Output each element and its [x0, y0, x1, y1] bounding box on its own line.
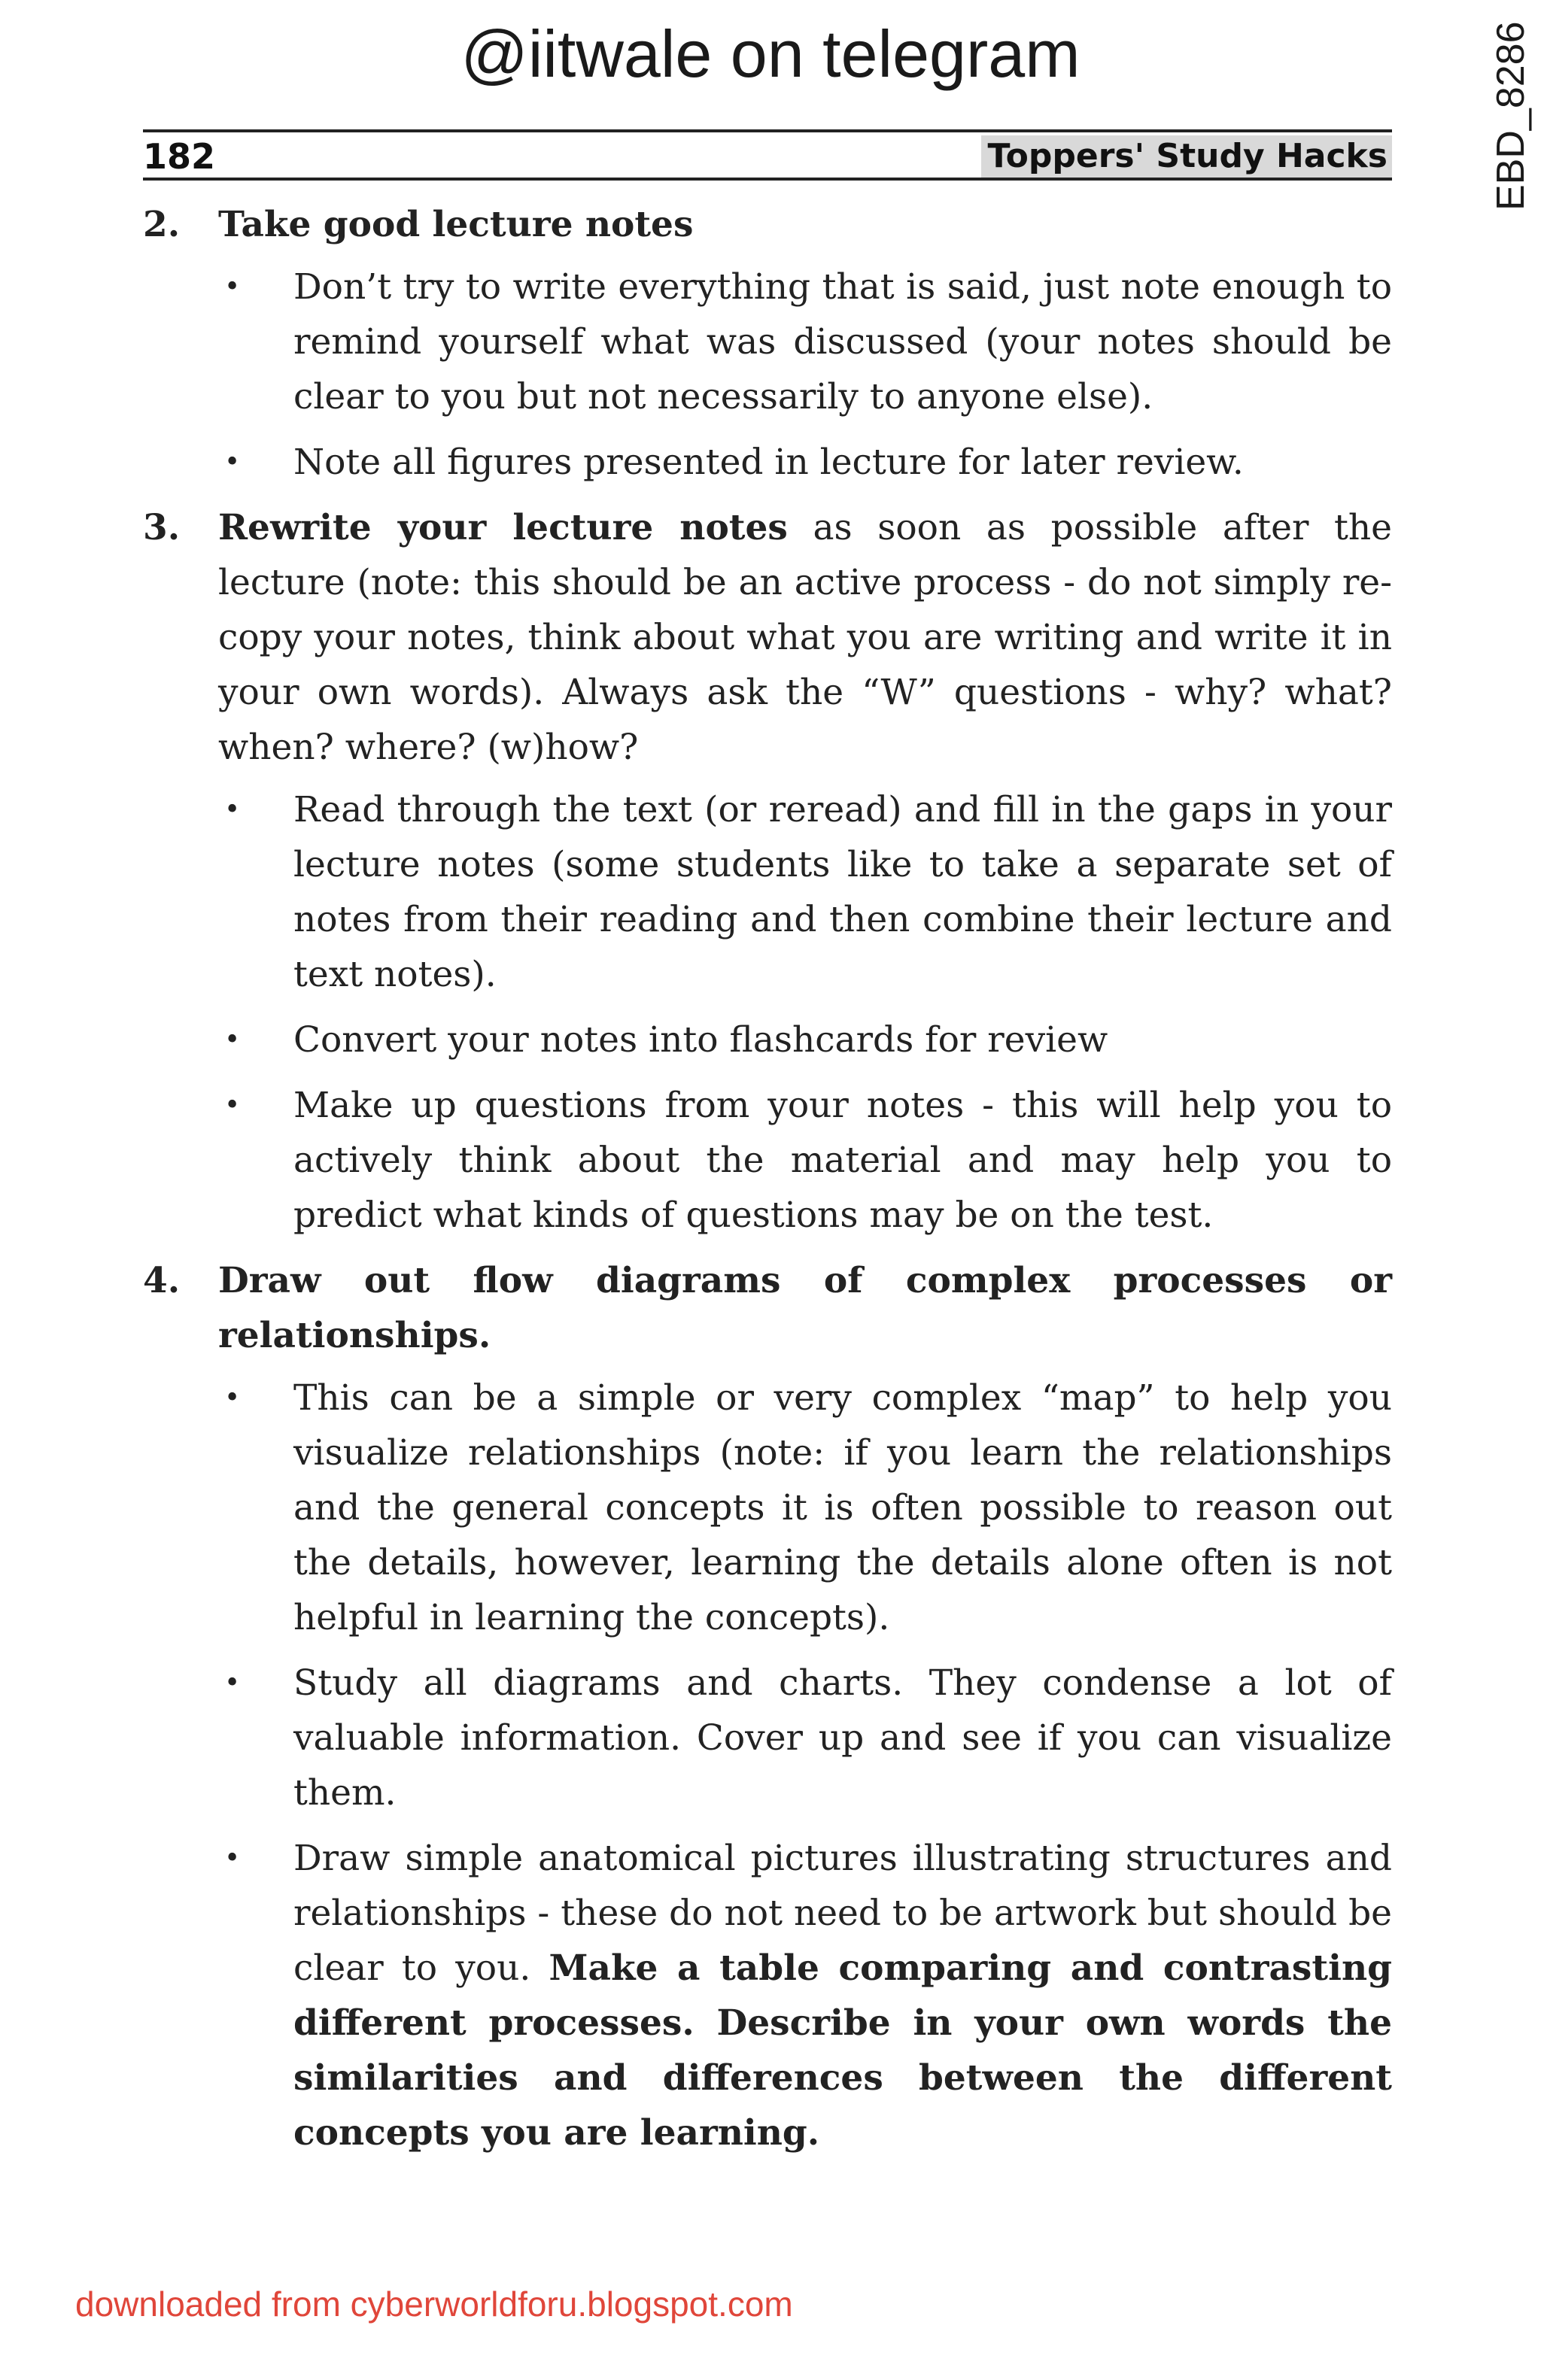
bullet-item	[218, 1078, 1392, 1243]
bullet-list	[218, 1371, 1392, 2160]
bullet-bold-text: Make a table comparing and contrasting different processes. Describe in your own words the similarities and differences between the different concepts you are learning.	[293, 1947, 1392, 2154]
bullet-item	[218, 435, 1392, 490]
bullet-list	[218, 782, 1392, 1243]
page-body	[143, 197, 1392, 2171]
bullet-list	[218, 260, 1392, 490]
item-number: 3.	[143, 507, 181, 548]
bullet-text: Note all figures presented in lecture for later review.	[293, 442, 1244, 483]
bullet-text: Draw simple anatomical pictures illustrating structures and relationships - these do not need to be artwork but should be clear to you.	[293, 1838, 1392, 1989]
list-item-3	[143, 500, 1392, 1243]
running-title: Toppers' Study Hacks	[981, 135, 1392, 178]
bullet-icon: •	[224, 1025, 241, 1055]
page-header	[143, 129, 1392, 181]
bullet-icon: •	[224, 1383, 241, 1413]
bullet-icon: •	[224, 1090, 241, 1121]
bullet-item	[218, 782, 1392, 1002]
list-item-4	[143, 1253, 1392, 2160]
item-paragraph	[218, 500, 1392, 775]
bullet-icon: •	[224, 272, 241, 302]
bullet-text: This can be a simple or very complex “map” to help you visualize relationships (note: if you learn the relationships and the general concepts it is often possible to reason out the details, however, learning the details alone often is not helpful in learning the concepts).	[293, 1377, 1392, 1638]
bullet-item	[218, 260, 1392, 424]
bullet-text: Don’t try to write everything that is said, just note enough to remind yourself what was discussed (your notes should be clear to you but not necessarily to anyone else).	[293, 266, 1392, 417]
bullet-text: Read through the text (or reread) and fill in the gaps in your lecture notes (some students like to take a separate set of notes from their reading and then combine their lecture and text notes).	[293, 789, 1392, 995]
item-number: 4.	[143, 1260, 181, 1301]
item-body: as soon as possible after the lecture (note: this should be an active process - do not simply re-copy your notes, think about what you are writing and write it in your own words). Always ask the “W” questions - why? what? when? where? (w)how?	[218, 507, 1392, 768]
item-title: Take good lecture notes	[218, 204, 694, 245]
bullet-icon: •	[224, 1843, 241, 1874]
item-title: Rewrite your lecture notes	[218, 507, 788, 548]
telegram-watermark: @iitwale on telegram	[460, 17, 1081, 91]
bullet-item	[218, 1371, 1392, 1645]
side-document-code: EBD_8286	[1489, 21, 1533, 211]
bullet-item	[218, 1012, 1392, 1067]
bullet-text: Convert your notes into flashcards for review	[293, 1019, 1108, 1061]
list-item-2	[143, 197, 1392, 490]
download-source-link[interactable]: downloaded from cyberworldforu.blogspot.com	[75, 2284, 793, 2324]
bullet-icon: •	[224, 447, 241, 478]
item-title: Draw out flow diagrams of complex processes or relationships.	[218, 1260, 1392, 1356]
bullet-icon: •	[224, 794, 241, 825]
page-number: 182	[143, 136, 216, 177]
bullet-item	[218, 1831, 1392, 2160]
bullet-icon: •	[224, 1668, 241, 1698]
bullet-item	[218, 1656, 1392, 1820]
item-number: 2.	[143, 204, 181, 245]
bullet-text: Make up questions from your notes - this will help you to actively think about the material and may help you to predict what kinds of questions may be on the test.	[293, 1085, 1392, 1236]
bullet-text: Study all diagrams and charts. They condense a lot of valuable information. Cover up and see if you can visualize them.	[293, 1662, 1392, 1814]
